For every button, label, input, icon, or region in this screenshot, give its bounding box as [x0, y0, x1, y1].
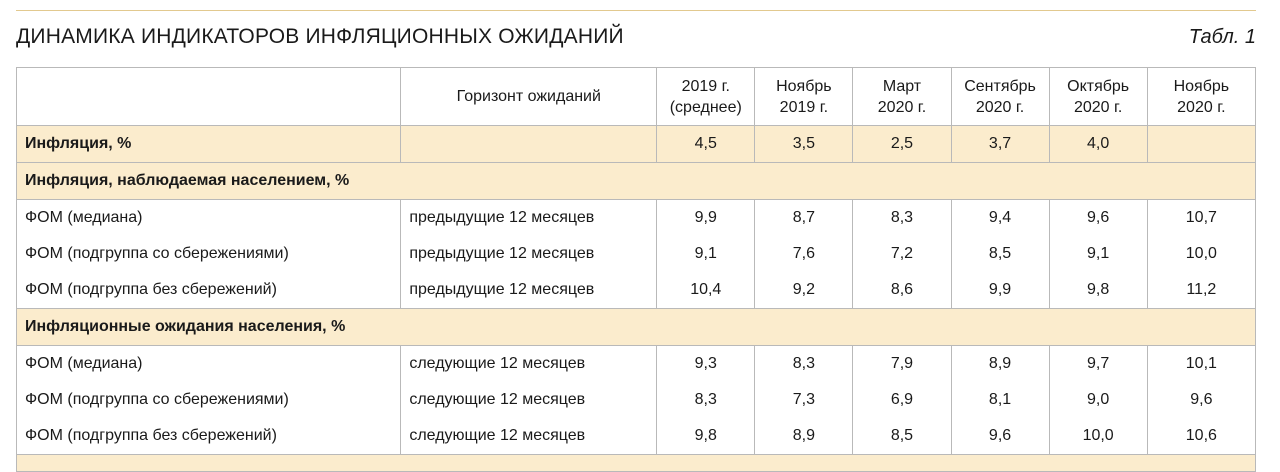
table-row — [17, 382, 1256, 418]
value-cell: 10,4 — [657, 272, 755, 309]
header-period-3 — [853, 68, 951, 126]
period-line-2: (среднее) — [669, 98, 742, 116]
value-cell: 8,6 — [853, 272, 951, 309]
table-row — [17, 236, 1256, 272]
value-cell: 9,6 — [951, 418, 1049, 455]
value-cell: 7,6 — [755, 236, 853, 272]
value-cell: 4,5 — [657, 126, 755, 163]
period-line-1: Ноябрь — [1173, 77, 1230, 95]
header-row — [17, 68, 1256, 126]
value-cell: 8,7 — [755, 200, 853, 237]
row-horizon: предыдущие 12 месяцев — [401, 236, 657, 272]
value-cell: 10,1 — [1147, 346, 1255, 383]
value-cell: 9,3 — [657, 346, 755, 383]
value-cell: 8,3 — [657, 382, 755, 418]
value-cell: 9,1 — [657, 236, 755, 272]
period-line-2: 2020 г. — [975, 98, 1025, 116]
period-line-1: 2019 г. — [681, 77, 730, 95]
value-cell: 9,7 — [1049, 346, 1147, 383]
period-line-2: 2020 г. — [877, 98, 927, 116]
row-horizon: следующие 12 месяцев — [401, 346, 657, 383]
table-number: Табл. 1 — [1188, 25, 1256, 48]
header-period-5 — [1049, 68, 1147, 126]
table-row — [17, 418, 1256, 455]
value-cell: 9,1 — [1049, 236, 1147, 272]
value-cell: 3,5 — [755, 126, 853, 163]
table-row — [17, 272, 1256, 309]
value-cell: 9,6 — [1049, 200, 1147, 237]
value-cell: 8,3 — [853, 200, 951, 237]
row-label: ФОМ (медиана) — [17, 346, 401, 383]
row-label: ФОМ (подгруппа со сбережениями) — [17, 236, 401, 272]
period-line-2: 2020 г. — [1073, 98, 1123, 116]
row-horizon — [401, 126, 657, 163]
value-cell: 8,3 — [755, 346, 853, 383]
period-line-1: Сентябрь — [964, 77, 1036, 95]
value-cell: 8,5 — [853, 418, 951, 455]
row-label: Инфляция, % — [17, 126, 401, 163]
value-cell: 9,0 — [1049, 382, 1147, 418]
value-cell: 8,9 — [951, 346, 1049, 383]
row-label: ФОМ (медиана) — [17, 200, 401, 237]
row-horizon: предыдущие 12 месяцев — [401, 272, 657, 309]
value-cell: 9,8 — [657, 418, 755, 455]
value-cell: 9,8 — [1049, 272, 1147, 309]
section-header-row — [17, 163, 1256, 200]
period-line-1: Март — [882, 77, 922, 95]
row-horizon: предыдущие 12 месяцев — [401, 200, 657, 237]
cut-off-cell — [17, 455, 1256, 472]
value-cell: 2,5 — [853, 126, 951, 163]
value-cell: 9,4 — [951, 200, 1049, 237]
value-cell: 10,7 — [1147, 200, 1255, 237]
header-period-2 — [755, 68, 853, 126]
value-cell: 10,0 — [1147, 236, 1255, 272]
row-horizon: следующие 12 месяцев — [401, 418, 657, 455]
inflation-expectations-table — [16, 67, 1256, 472]
value-cell: 10,0 — [1049, 418, 1147, 455]
header-empty-cell — [17, 68, 401, 126]
top-rule — [16, 10, 1256, 11]
value-cell: 8,1 — [951, 382, 1049, 418]
header-horizon: Горизонт ожиданий — [401, 68, 657, 126]
value-cell: 9,2 — [755, 272, 853, 309]
value-cell: 7,2 — [853, 236, 951, 272]
period-line-1: Октябрь — [1067, 77, 1130, 95]
value-cell: 9,9 — [951, 272, 1049, 309]
period-line-1: Ноябрь — [776, 77, 832, 95]
row-label: ФОМ (подгруппа со сбережениями) — [17, 382, 401, 418]
value-cell: 6,9 — [853, 382, 951, 418]
value-cell: 3,7 — [951, 126, 1049, 163]
period-line-2: 2020 г. — [1177, 98, 1226, 116]
row-label: ФОМ (подгруппа без сбережений) — [17, 272, 401, 309]
row-label: ФОМ (подгруппа без сбережений) — [17, 418, 401, 455]
table-header — [16, 22, 1256, 52]
section-title: Инфляция, наблюдаемая населением, % — [17, 163, 1256, 200]
period-line-2: 2019 г. — [779, 98, 829, 116]
value-cell: 8,5 — [951, 236, 1049, 272]
inflation-row — [17, 126, 1256, 163]
value-cell: 9,6 — [1147, 382, 1255, 418]
header-period-4 — [951, 68, 1049, 126]
value-cell: 11,2 — [1147, 272, 1255, 309]
section-title: Инфляционные ожидания населения, % — [17, 309, 1256, 346]
value-cell: 10,6 — [1147, 418, 1255, 455]
row-horizon: следующие 12 месяцев — [401, 382, 657, 418]
table-row — [17, 346, 1256, 383]
value-cell: 8,9 — [755, 418, 853, 455]
value-cell: 4,0 — [1049, 126, 1147, 163]
value-cell: 7,9 — [853, 346, 951, 383]
value-cell: 7,3 — [755, 382, 853, 418]
value-cell: 9,9 — [657, 200, 755, 237]
cut-off-row — [17, 455, 1256, 472]
header-period-6 — [1147, 68, 1255, 126]
table-title: ДИНАМИКА ИНДИКАТОРОВ ИНФЛЯЦИОННЫХ ОЖИДАНИЙ — [16, 25, 624, 48]
header-period-1 — [657, 68, 755, 126]
table-row — [17, 200, 1256, 237]
section-header-row — [17, 309, 1256, 346]
value-cell — [1147, 126, 1255, 163]
